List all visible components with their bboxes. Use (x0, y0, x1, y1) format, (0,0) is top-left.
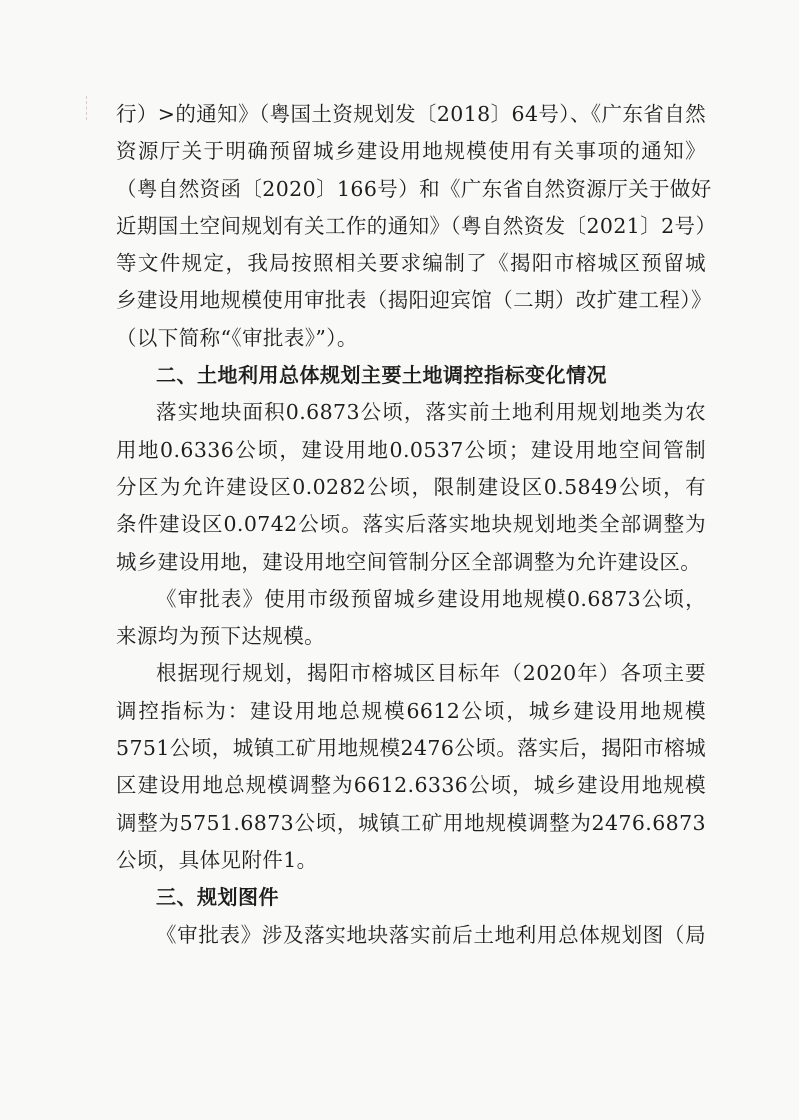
text-line: 资源厅关于明确预留城乡建设用地规模使用有关事项的通知》 (116, 139, 706, 164)
text-line: 城乡建设用地，建设用地空间管制分区全部调整为允许建设区。 (116, 549, 702, 574)
text-line: 区建设用地总规模调整为6612.6336公顷，城乡建设用地规模 (116, 773, 706, 798)
text-line: 来源均为预下达规模。 (116, 624, 325, 649)
section-heading-3: 三、规划图件 (156, 885, 279, 910)
document-body (116, 96, 717, 954)
text-line: 用地0.6336公顷，建设用地0.0537公顷；建设用地空间管制 (116, 437, 706, 462)
text-line: 条件建设区0.0742公顷。落实后落实地块规划地类全部调整为 (116, 512, 706, 537)
text-line: 等文件规定，我局按照相关要求编制了《揭阳市榕城区预留城 (116, 251, 706, 276)
text-line: （粤自然资函〔2020〕166号）和《广东省自然资源厅关于做好 (116, 176, 712, 201)
text-line: 近期国土空间规划有关工作的通知》（粤自然资发〔2021〕2号） (116, 213, 717, 238)
text-line: 5751公顷，城镇工矿用地规模2476公顷。落实后，揭阳市榕城 (116, 736, 706, 761)
text-line: 《审批表》涉及落实地块落实前后土地利用总体规划图（局 (156, 922, 706, 947)
text-line: 调控指标为：建设用地总规模6612公顷，城乡建设用地规模 (116, 698, 706, 723)
margin-mark (86, 96, 95, 120)
text-line: 落实地块面积0.6873公顷，落实前土地利用规划地类为农 (156, 400, 706, 425)
text-line: 《审批表》使用市级预留城乡建设用地规模0.6873公顷， (156, 586, 706, 611)
text-line: 调整为5751.6873公顷，城镇工矿用地规模调整为2476.6873 (116, 810, 706, 835)
text-line: （以下简称“《审批表》”）。 (116, 325, 358, 350)
text-line: 行）>的通知》（粤国土资规划发〔2018〕64号）、《广东省自然 (116, 102, 706, 126)
text-line: 分区为允许建设区0.0282公顷，限制建设区0.5849公顷，有 (116, 474, 706, 499)
text-line: 根据现行规划，揭阳市榕城区目标年（2020年）各项主要 (156, 661, 706, 686)
text-line: 公顷，具体见附件1。 (116, 847, 318, 872)
text-line: 乡建设用地规模使用审批表（揭阳迎宾馆（二期）改扩建工程）》 (116, 288, 712, 313)
section-heading-2: 二、土地利用总体规划主要土地调控指标变化情况 (156, 363, 607, 388)
